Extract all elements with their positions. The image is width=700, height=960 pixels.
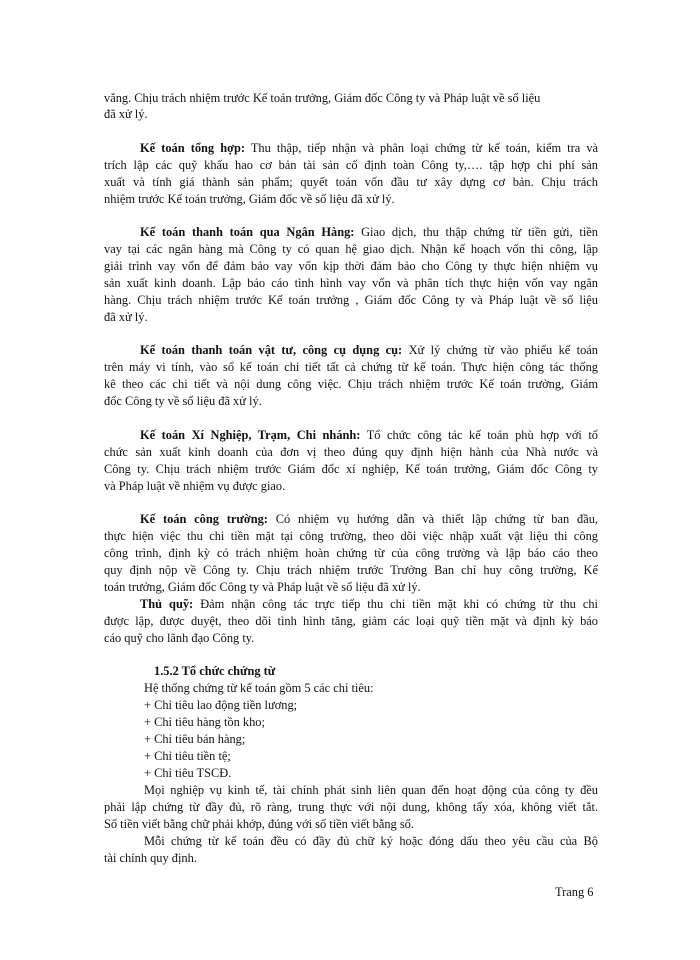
- text-line: sản xuất kinh doanh. Lập báo cáo tình hình vay vốn và phân tích thực hiện vốn vay ngân: [104, 276, 598, 290]
- text-line: và Pháp luật về nhiệm vụ được giao.: [104, 479, 286, 493]
- text-line: hàng. Chịu trách nhiệm trước Kế toán trưởng , Giám đốc Công ty và Pháp luật về số liệu: [104, 293, 598, 307]
- text-line: cáo quỹ cho lãnh đạo Công ty.: [104, 631, 255, 645]
- role-title: Thủ quỹ:: [140, 597, 194, 611]
- paragraph-first-line: [140, 140, 598, 156]
- paragraph-first-line: [140, 511, 598, 527]
- text-span: Thu thập, tiếp nhận và phân loại chứng từ kế toán, kiểm tra và: [250, 141, 599, 155]
- role-title: Kế toán công trường:: [140, 512, 268, 526]
- text-span: Đảm nhận công tác trực tiếp thu chi tiền mặt khi có chứng từ thu chi: [200, 597, 598, 611]
- paragraph-first-line: [140, 224, 598, 240]
- page-number: Trang 6: [555, 885, 594, 899]
- text-line: đã xử lý.: [104, 310, 148, 324]
- paragraph-first-line: [140, 596, 598, 612]
- text-span: Có nhiệm vụ hướng dẫn và thiết lập chứng từ ban đầu,: [275, 512, 598, 526]
- list-item: + Chỉ tiêu TSCĐ.: [144, 766, 232, 780]
- text-span: Xử lý chứng từ vào phiếu kế toán: [408, 343, 599, 357]
- list-item: + Chỉ tiêu bán hàng;: [144, 732, 246, 746]
- text-line: đốc Công ty về số liệu đã xử lý.: [104, 394, 262, 408]
- text-line: Số tiền viết bằng chữ phải khớp, đúng với số tiền viết bằng số.: [104, 817, 414, 831]
- text-line: thực hiện việc thu chi tiền mặt tại công trường, theo dõi việc nhập xuất vật liệu thi công: [104, 529, 598, 543]
- list-item: + Chỉ tiêu hàng tồn kho;: [144, 715, 265, 729]
- text-line: nhiệm trước Kế toán trưởng, Giám đốc về số liệu đã xử lý.: [104, 192, 395, 206]
- text-line: được lập, được duyệt, theo dõi tình hình tăng, giảm các loại quỹ tiền mặt và định kỳ báo: [104, 614, 598, 628]
- role-title: Kế toán Xí Nghiệp, Trạm, Chi nhánh:: [140, 428, 361, 442]
- text-line: đã xử lý.: [104, 107, 148, 121]
- text-line: trích lập các quỹ khấu hao cơ bản tài sản cố định toàn Công ty,…. tập hợp chi phí sản: [104, 158, 598, 172]
- section-heading: 1.5.2 Tổ chức chứng từ: [154, 664, 276, 678]
- paragraph-first-line: [140, 342, 598, 358]
- text-line: vắng. Chịu trách nhiệm trước Kế toán trưởng, Giám đốc Công ty và Pháp luật về số liệu: [104, 91, 541, 105]
- text-line: toán trưởng, Giám đốc Công ty và Pháp luật về số liệu đã xử lý.: [104, 580, 421, 594]
- text-line: phải lập chứng từ đầy đủ, rõ ràng, trung thực với nội dung, không tẩy xóa, không viết tắt.: [104, 800, 598, 814]
- text-line: Công ty. Chịu trách nhiệm trước Giám đốc xí nghiệp, Kế toán trưởng, Giám đốc Công ty: [104, 462, 598, 476]
- text-line: chức sản xuất kinh doanh của đơn vị theo đúng quy định hiện hành của Nhà nước và: [104, 445, 598, 459]
- text-line: kê theo các chi tiết và nội dung công việc. Chịu trách nhiệm trước Kế toán trưởng, Giám: [104, 377, 598, 391]
- text-line: Mỗi chứng từ kế toán đều có đầy đủ chữ ký hoặc đóng dấu theo yêu cầu của Bộ: [144, 834, 598, 848]
- text-span: Giao dịch, thu thập chứng từ tiền gửi, tiền: [361, 225, 598, 239]
- role-title: Kế toán thanh toán vật tư, công cụ dụng cụ:: [140, 343, 403, 357]
- text-line: giải trình vay vốn để đảm bảo vay vốn kịp thời đảm bảo cho Công ty thực hiện nhiệm vụ: [104, 259, 598, 273]
- text-line: công trình, định kỳ có trách nhiệm hoàn chứng từ của công trường và lập báo cáo theo: [104, 546, 598, 560]
- text-line: Mọi nghiệp vụ kinh tế, tài chính phát sinh liên quan đến hoạt động của công ty đều: [144, 783, 598, 797]
- paragraph-first-line: [140, 427, 598, 443]
- role-title: Kế toán tổng hợp:: [140, 141, 245, 155]
- text-line: vay tại các ngân hàng mà Công ty có quan hệ giao dịch. Nhận kế hoạch vốn thi công, lập: [104, 242, 598, 256]
- text-line: quy định nộp về Công ty. Chịu trách nhiệm trước Trưởng Ban chỉ huy công trường, Kế: [104, 563, 598, 577]
- text-line: Hệ thống chứng từ kế toán gồm 5 các chỉ tiêu:: [144, 681, 374, 695]
- text-line: tài chính quy định.: [104, 851, 197, 865]
- list-item: + Chỉ tiêu tiền tệ;: [144, 749, 231, 763]
- role-title: Kế toán thanh toán qua Ngân Hàng:: [140, 225, 355, 239]
- text-line: xuất và tính giá thành sản phẩm; quyết toán vốn đầu tư xây dựng cơ bản. Chịu trách: [104, 175, 598, 189]
- list-item: + Chỉ tiêu lao động tiền lương;: [144, 698, 298, 712]
- text-line: trên máy vi tính, vào sổ kế toán chi tiết tất cả chứng từ kế toán. Thực hiện công tác thống: [104, 360, 598, 374]
- text-span: Tổ chức công tác kế toán phù hợp với tổ: [366, 428, 599, 442]
